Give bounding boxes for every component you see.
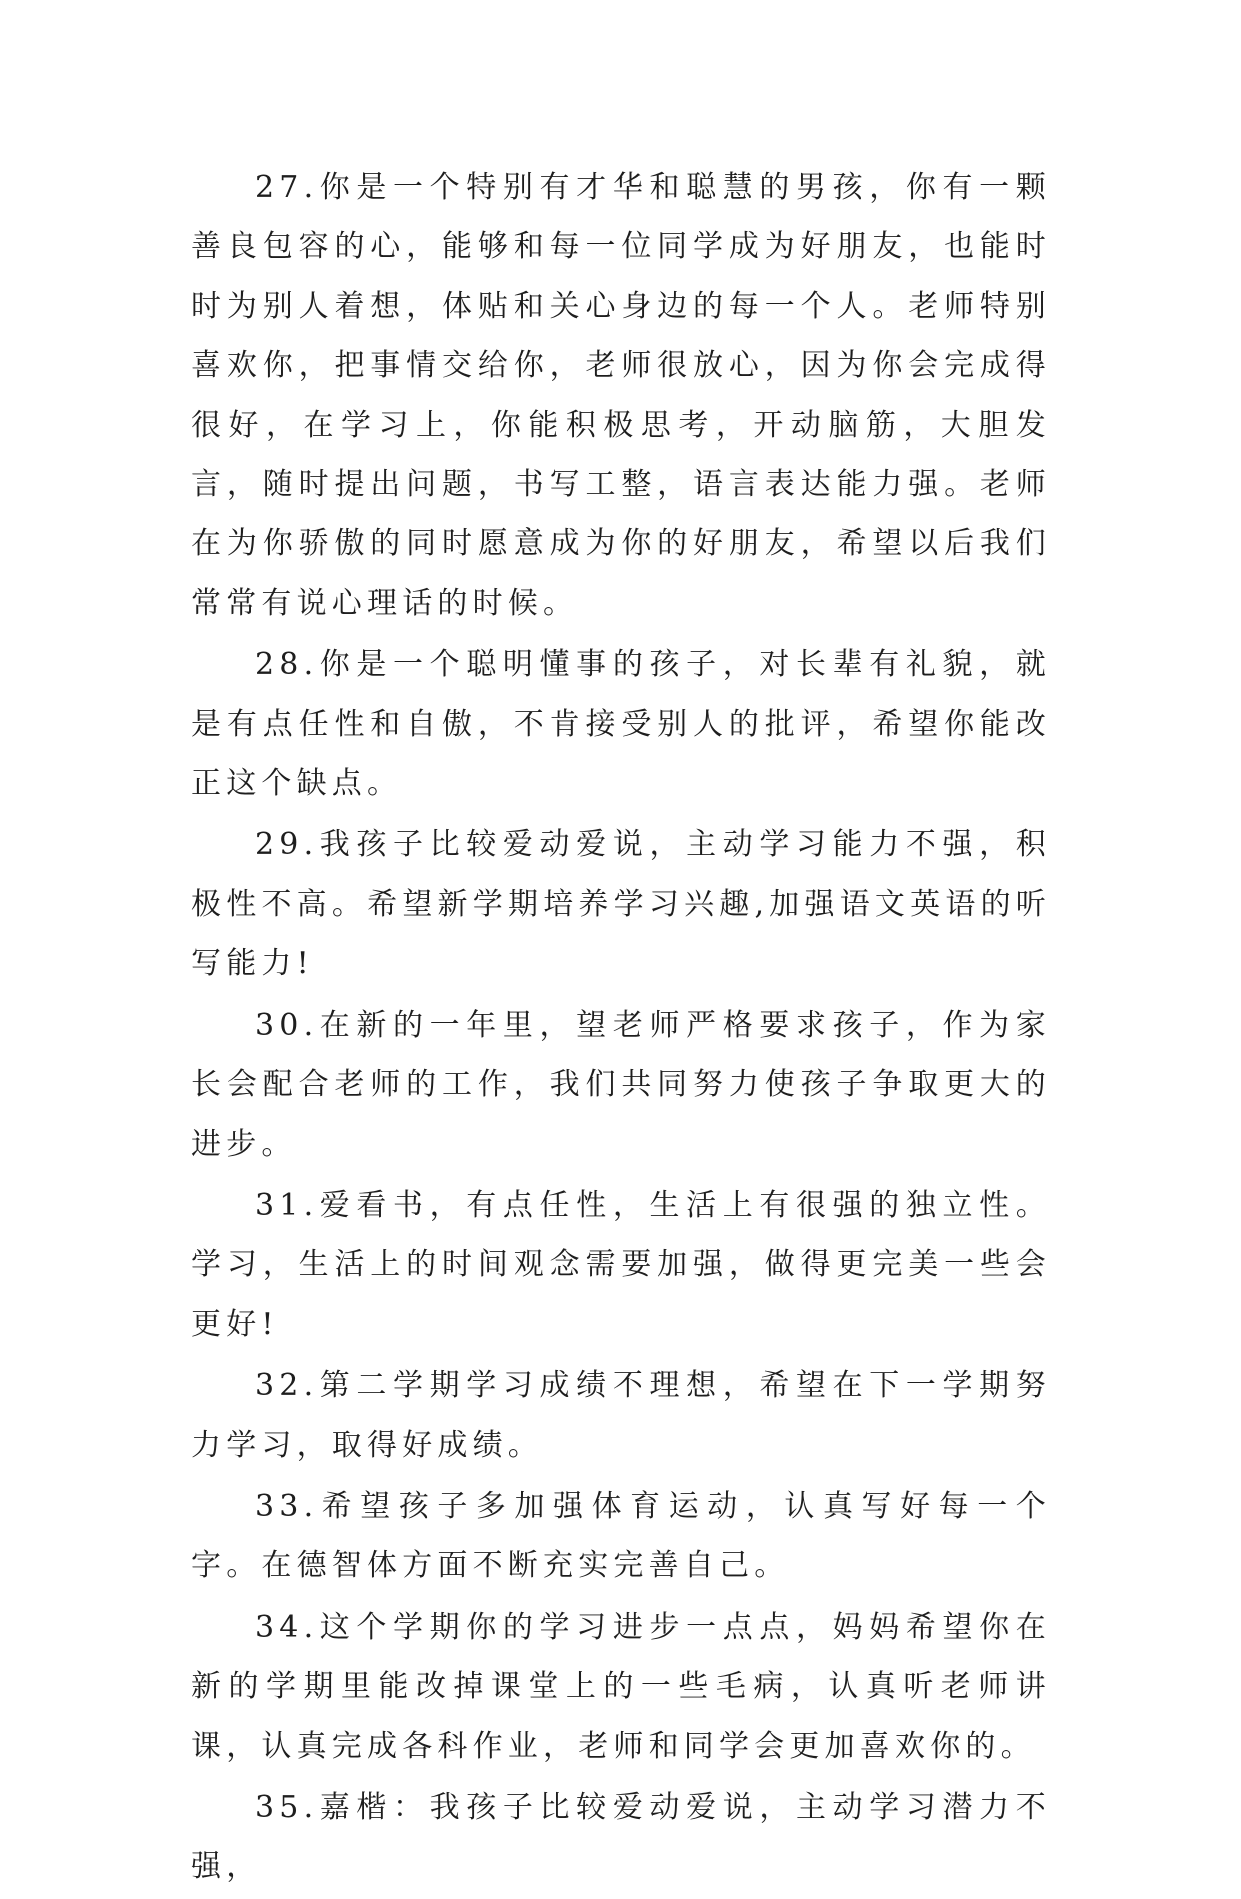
paragraph-30: 30.在新的一年里，望老师严格要求孩子，作为家长会配合老师的工作，我们共同努力使孩子争取更大的进步。 bbox=[191, 1007, 1051, 1162]
paragraph-28: 28.你是一个聪明懂事的孩子，对长辈有礼貌，就是有点任性和自傲，不肯接受别人的批评，希望你能改正这个缺点。 bbox=[191, 647, 1051, 802]
paragraph-31: 31.爱看书，有点任性，生活上有很强的独立性。学习，生活上的时间观念需要加强，做得更完美一些会更好! bbox=[191, 1187, 1051, 1342]
paragraph-29: 29.我孩子比较爱动爱说，主动学习能力不强，积极性不高。希望新学期培养学习兴趣,加强语文英语的听写能力! bbox=[191, 827, 1051, 982]
paragraph-32: 32.第二学期学习成绩不理想，希望在下一学期努力学习，取得好成绩。 bbox=[191, 1368, 1051, 1463]
paragraph-35: 35.嘉楷：我孩子比较爱动爱说，主动学习潜力不强， bbox=[191, 1789, 1051, 1885]
paragraph-34: 34.这个学期你的学习进步一点点，妈妈希望你在新的学期里能改掉课堂上的一些毛病，认真听老师讲课，认真完成各科作业，老师和同学会更加喜欢你的。 bbox=[191, 1609, 1051, 1764]
paragraph-27: 27.你是一个特别有才华和聪慧的男孩，你有一颗善良包容的心，能够和每一位同学成为好朋友，也能时时为别人着想，体贴和关心身边的每一个人。老师特别喜欢你，把事情交给你，老师很放心，因为你会完成得很好，在学习上，你能积极思考，开动脑筋，大胆发言，随时提出问题，书写工整，语言表达能力强。老师在为你骄傲的同时愿意成为你的好朋友，希望以后我们常常有说心理话的时候。 bbox=[191, 170, 1051, 621]
paragraph-33: 33.希望孩子多加强体育运动，认真写好每一个字。在德智体方面不断充实完善自己。 bbox=[191, 1488, 1051, 1584]
document-body bbox=[191, 158, 1051, 1899]
